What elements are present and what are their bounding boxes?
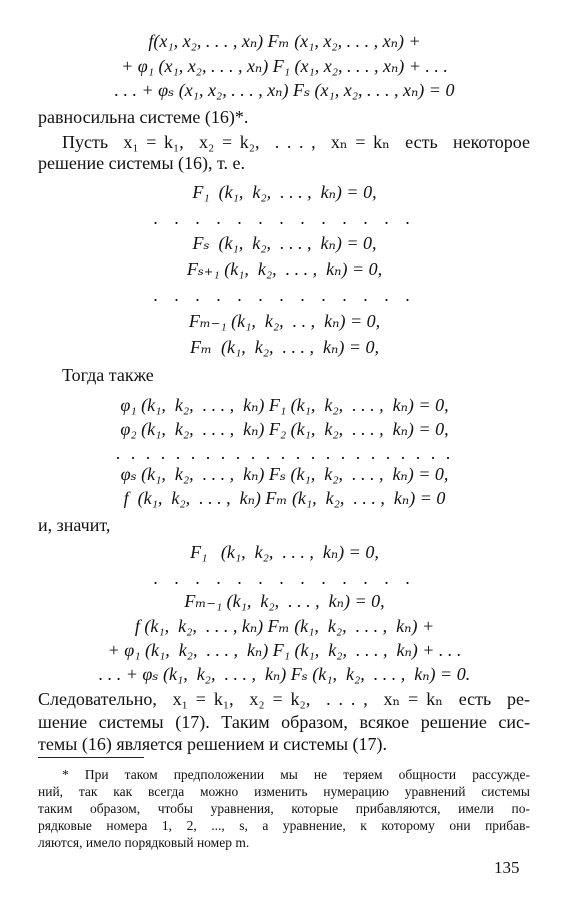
equation-line: + φ₁ (k₁, k₂, . . . , kₙ) F₁ (k₁, k₂, . . . , kₙ) + . . . bbox=[107, 640, 462, 660]
paragraph-line: и, значит, bbox=[38, 515, 111, 535]
equation-line: φₛ (k₁, k₂, . . . , kₙ) Fₛ (k₁, k₂, . . . , kₙ) = 0, bbox=[120, 464, 449, 484]
paragraph-line: шение системы (17). Таким образом, всякое решение сис- bbox=[38, 712, 530, 732]
equation-line: Fₘ₋₁ (k₁, k₂, . . . , kₙ) = 0, bbox=[184, 591, 385, 611]
equation-line: + φ₁ (x₁, x₂, . . . , xₙ) F₁ (x₁, x₂, . . . , xₙ) + . . . bbox=[121, 56, 448, 76]
ellipsis-row: . . . . . . . . . . . . . . . . . . . . . . . bbox=[115, 443, 454, 463]
equation-line: φ₂ (k₁, k₂, . . . , kₙ) F₂ (k₁, k₂, . . . , kₙ) = 0, bbox=[120, 419, 449, 439]
equation-line: f (k₁, k₂, . . . , kₙ) Fₘ (k₁, k₂, . . . , kₙ) + bbox=[134, 616, 435, 636]
paragraph-line: темы (16) является решением и системы (17). bbox=[38, 734, 388, 754]
paragraph-line: Следовательно, x₁ = k₁, x₂ = k₂, . . . , xₙ = kₙ есть ре- bbox=[38, 689, 530, 709]
footnote-divider bbox=[38, 757, 144, 758]
equation-line: F₁ (k₁, k₂, . . . , kₙ) = 0, bbox=[190, 542, 379, 562]
equation-line: φ₁ (k₁, k₂, . . . , kₙ) F₁ (k₁, k₂, . . . , kₙ) = 0, bbox=[120, 395, 449, 415]
ellipsis-row: . . . . . . . . . . . . . bbox=[153, 568, 416, 588]
equation-line: Fₛ (k₁, k₂, . . . , kₙ) = 0, bbox=[192, 233, 377, 253]
equation-line: Fₛ₊₁ (k₁, k₂, . . . , kₙ) = 0, bbox=[186, 259, 383, 279]
equation-line: . . . + φₛ (x₁, x₂, . . . , xₙ) Fₛ (x₁, x₂, . . . , xₙ) = 0 bbox=[114, 80, 455, 100]
equation-line: f (k₁, k₂, . . . , kₙ) Fₘ (k₁, k₂, . . . , kₙ) = 0 bbox=[123, 488, 446, 508]
footnote-line: * При таком предположении мы не теряем общности рассужде- bbox=[62, 767, 530, 782]
footnote-line: ляются, имело порядковый номер m. bbox=[38, 835, 250, 850]
equation-line: . . . + φₛ (k₁, k₂, . . . , kₙ) Fₛ (k₁, k₂, . . . , kₙ) = 0. bbox=[98, 664, 471, 684]
paragraph-line: равносильна системе (16)*. bbox=[38, 107, 249, 127]
equation-line: Fₘ₋₁ (k₁, k₂, . . , kₙ) = 0, bbox=[188, 311, 381, 331]
footnote-line: рядковые номера 1, 2, ..., s, а уравнение, к которому они прибав- bbox=[38, 818, 530, 833]
footnote-line: ний, так как всегда можно изменить нумерацию уравнений системы bbox=[38, 784, 530, 799]
paragraph-line: решение системы (16), т. е. bbox=[38, 153, 246, 173]
equation-line: f(x₁, x₂, . . . , xₙ) Fₘ (x₁, x₂, . . . , xₙ) + bbox=[148, 31, 421, 51]
equation-line: F₁ (k₁, k₂, . . . , kₙ) = 0, bbox=[192, 182, 377, 202]
footnote-line: таким образом, чтобы уравнения, которые прибавляются, имели по- bbox=[38, 801, 530, 816]
equation-line: Fₘ (k₁, k₂, . . . , kₙ) = 0, bbox=[190, 337, 379, 357]
page-number: 135 bbox=[494, 858, 520, 877]
ellipsis-row: . . . . . . . . . . . . . bbox=[153, 208, 416, 228]
paragraph-line: Тогда также bbox=[62, 365, 154, 385]
paragraph-line: Пусть x₁ = k₁, x₂ = k₂, . . . , xₙ = kₙ есть некоторое bbox=[62, 132, 530, 152]
ellipsis-row: . . . . . . . . . . . . . bbox=[153, 285, 416, 305]
